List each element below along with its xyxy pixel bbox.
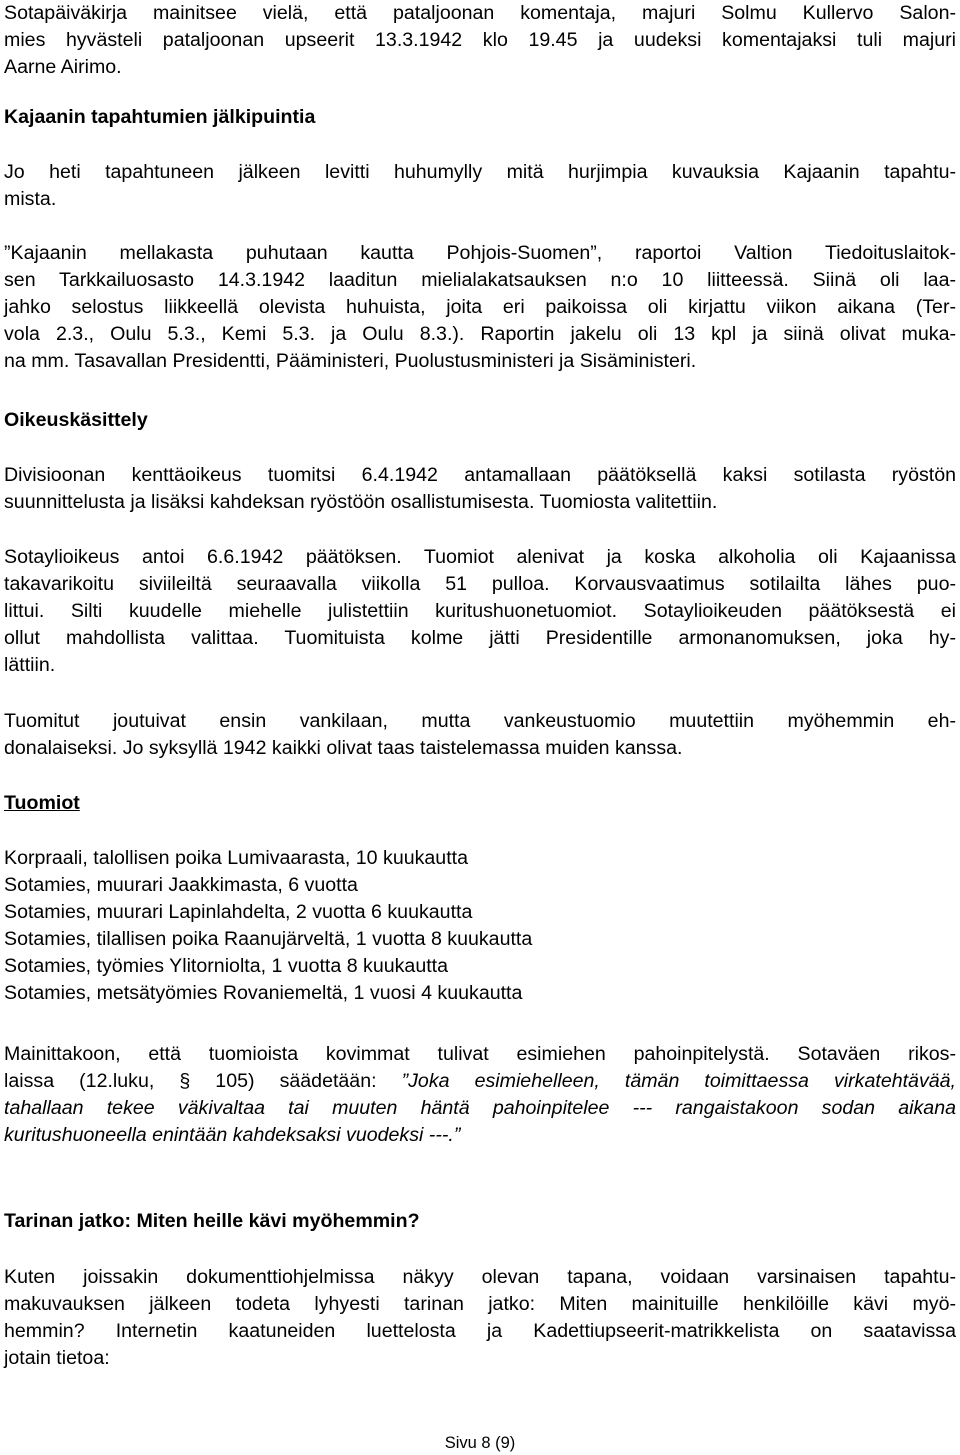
section-heading-tarinan-jatko: Tarinan jatko: Miten heille kävi myöhemmin? <box>4 1210 420 1232</box>
text-line: sen Tarkkailuosasto 14.3.1942 laaditun mielialakatsauksen n:o 10 liitteessä. Siinä oli laa- <box>4 269 956 291</box>
section2-paragraph-3 <box>4 708 956 762</box>
list-item: Sotamies, muurari Lapinlahdelta, 2 vuotta 6 kuukautta <box>4 901 473 923</box>
quote-line: tahallaan tekee väkivaltaa tai muuten häntä pahoinpitelee --- rangaistakoon sodan aikana <box>4 1097 956 1119</box>
text-line: ”Kajaanin mellakasta puhutaan kautta Pohjois-Suomen”, raportoi Valtion Tiedoituslaitok- <box>4 242 956 264</box>
text-line: suunnittelusta ja lisäksi kahdeksan ryöstöön osallistumisesta. Tuomiosta valitettiin. <box>4 491 718 513</box>
text-span: laissa (12.luku, § 105) säädetään: <box>4 1070 402 1092</box>
verdicts-list <box>4 845 956 1007</box>
text-line: Mainittakoon, että tuomioista kovimmat tulivat esimiehen pahoinpitelystä. Sotaväen rikos- <box>4 1043 956 1065</box>
text-line: hemmin? Internetin kaatuneiden luettelosta ja Kadettiupseerit-matrikkelista on saatavissa <box>4 1320 956 1342</box>
text-line: Kuten joissakin dokumenttiohjelmissa näkyy olevan tapana, voidaan varsinaisen tapahtu- <box>4 1266 956 1288</box>
text-line: Sotaylioikeus antoi 6.6.1942 päätöksen. Tuomiot alenivat ja koska alkoholia oli Kajaanissa <box>4 546 956 568</box>
text-line: takavarikoitu siviileiltä seuraavalla viikolla 51 pulloa. Korvausvaatimus sotilailta lähes puo- <box>4 573 956 595</box>
page-number: Sivu 8 (9) <box>444 1434 516 1452</box>
text-line: Jo heti tapahtuneen jälkeen levitti huhumylly mitä hurjimpia kuvauksia Kajaanin tapahtu- <box>4 161 956 183</box>
text-line: littui. Silti kuudelle miehelle julistettiin kuritushuonetuomiot. Sotaylioikeuden päätöksestä ei <box>4 600 956 622</box>
list-item: Sotamies, metsätyömies Rovaniemeltä, 1 vuosi 4 kuukautta <box>4 982 523 1004</box>
text-line: mista. <box>4 188 57 210</box>
text-line: Sotapäiväkirja mainitsee vielä, että pataljoonan komentaja, majuri Solmu Kullervo Salon- <box>4 2 956 24</box>
quote-text: ”Joka esimiehelleen, tämän toimittaessa virkatehtävää, <box>401 1070 956 1092</box>
text-line: jotain tietoa: <box>4 1347 110 1369</box>
section-heading-kajaani: Kajaanin tapahtumien jälkipuintia <box>4 106 316 128</box>
text-line-mixed <box>4 1068 956 1095</box>
text-line: Aarne Airimo. <box>4 56 122 78</box>
list-item: Sotamies, tilallisen poika Raanujärveltä, 1 vuotta 8 kuukautta <box>4 928 533 950</box>
section-heading-tuomiot: Tuomiot <box>4 792 80 814</box>
intro-paragraph <box>4 0 956 81</box>
text-line: Divisioonan kenttäoikeus tuomitsi 6.4.1942 antamallaan päätöksellä kaksi sotilasta ryöstön <box>4 464 956 486</box>
text-line: donalaiseksi. Jo syksyllä 1942 kaikki olivat taas taistelemassa muiden kanssa. <box>4 737 683 759</box>
list-item: Sotamies, muurari Jaakkimasta, 6 vuotta <box>4 874 358 896</box>
text-line: jahko selostus liikkeellä olevista huhuista, joita eri paikoissa oli kirjattu viikon aikana (Ter- <box>4 296 956 318</box>
section2-paragraph-2 <box>4 544 956 679</box>
section4-paragraph-1 <box>4 1264 956 1372</box>
text-line: na mm. Tasavallan Presidentti, Pääministeri, Puolustusministeri ja Sisäministeri. <box>4 350 697 372</box>
section3-paragraph-1 <box>4 1041 956 1149</box>
quote-line: kuritushuoneella enintään kahdeksaksi vuodeksi ---.” <box>4 1124 461 1146</box>
section2-paragraph-1 <box>4 462 956 516</box>
text-line: ollut mahdollista valittaa. Tuomituista kolme jätti Presidentille armonanomuksen, joka hy- <box>4 627 956 649</box>
section1-paragraph-2 <box>4 240 956 375</box>
section1-paragraph-1 <box>4 159 956 213</box>
text-line: lättiin. <box>4 654 56 676</box>
list-item: Korpraali, talollisen poika Lumivaarasta, 10 kuukautta <box>4 847 468 869</box>
list-item: Sotamies, työmies Ylitorniolta, 1 vuotta 8 kuukautta <box>4 955 448 977</box>
text-line: makuvauksen jälkeen todeta lyhyesti tarinan jatko: Miten mainituille henkilöille kävi myö- <box>4 1293 956 1315</box>
text-line: mies hyvästeli pataljoonan upseerit 13.3.1942 klo 19.45 ja uudeksi komentajaksi tuli majuri <box>4 29 956 51</box>
text-line: Tuomitut joutuivat ensin vankilaan, mutta vankeustuomio muutettiin myöhemmin eh- <box>4 710 956 732</box>
text-line: vola 2.3., Oulu 5.3., Kemi 5.3. ja Oulu 8.3.). Raportin jakelu oli 13 kpl ja siinä olivat muka- <box>4 323 956 345</box>
section-heading-oikeuskasittely: Oikeuskäsittely <box>4 409 148 431</box>
